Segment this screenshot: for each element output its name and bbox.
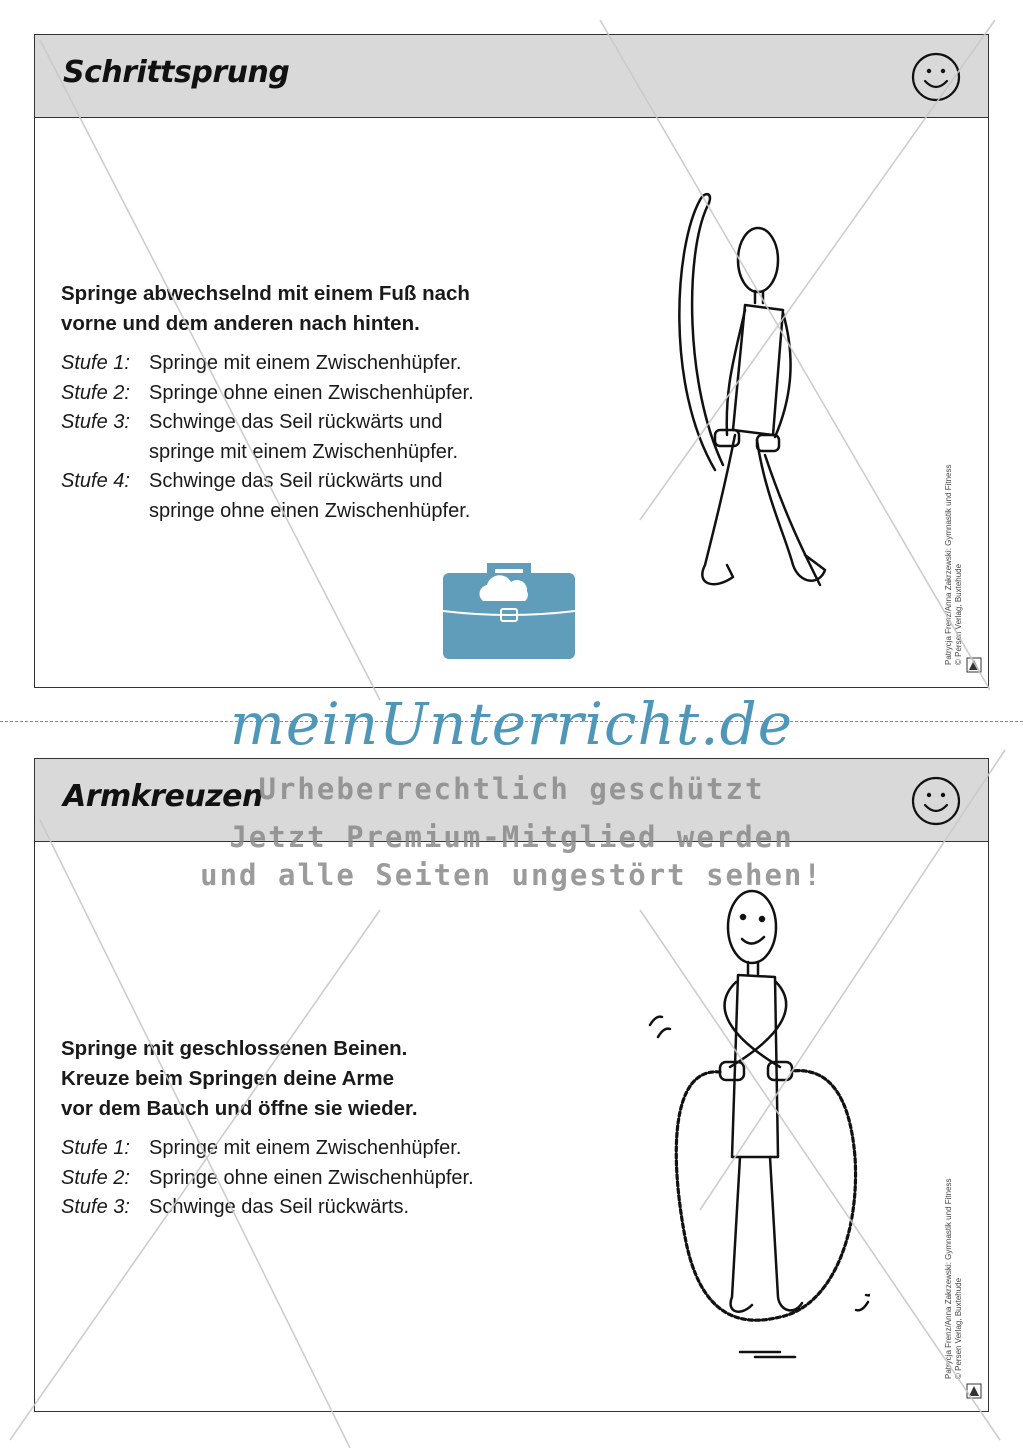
- watermark-line-2: Jetzt Premium-Mitglied werden: [229, 820, 794, 854]
- step-label: Stufe 2:: [61, 1166, 130, 1189]
- step-2: [61, 1164, 621, 1194]
- copyright-credit: Patrycja Frenz/Anna Zakrzewski: Gymnastik und Fitness © Persen Verlag, Buxtehude: [944, 464, 963, 665]
- exercise-card-armkreuzen: [34, 758, 989, 1412]
- card-title: Schrittsprung: [63, 55, 290, 90]
- briefcase-cloud-icon: [439, 553, 579, 663]
- smiley-icon: [910, 51, 962, 103]
- step-text: Springe ohne einen Zwischenhüpfer.: [149, 1166, 474, 1189]
- watermark-line-3: und alle Seiten ungestört sehen!: [200, 858, 823, 892]
- watermark-brand: meinUnterricht.de: [229, 690, 794, 758]
- step-2: [61, 379, 621, 409]
- publisher-logo: [966, 657, 982, 673]
- step-text: springe ohne einen Zwischenhüpfer.: [149, 499, 471, 522]
- instructions: [61, 1034, 621, 1223]
- step-label: Stufe 1:: [61, 1137, 130, 1159]
- exercise-card-schrittsprung: [34, 34, 989, 688]
- step-text: Springe mit einem Zwischenhüpfer.: [149, 1137, 462, 1159]
- step-label: Stufe 3:: [61, 1196, 130, 1218]
- publisher-logo: [966, 1383, 982, 1399]
- step-text: springe mit einem Zwischenhüpfer.: [149, 440, 459, 463]
- step-1: [61, 1134, 621, 1164]
- stick-figure-illustration: [645, 185, 845, 605]
- instructions: [61, 279, 621, 526]
- step-text: Schwinge das Seil rückwärts und: [149, 411, 443, 433]
- step-label: Stufe 1:: [61, 352, 130, 374]
- step-4: [61, 467, 621, 526]
- jumping-figure-illustration: [630, 857, 870, 1367]
- step-3: [61, 1193, 621, 1223]
- card-header: [35, 35, 988, 118]
- step-text: Schwinge das Seil rückwärts und: [149, 470, 443, 492]
- step-1: [61, 349, 621, 379]
- step-label: Stufe 3:: [61, 411, 130, 433]
- lead-text: Springe abwechselnd mit einem Fuß nach vorne und dem anderen nach hinten.: [61, 282, 470, 335]
- watermark-line-1: Urheberrechtlich geschützt: [258, 772, 765, 806]
- step-label: Stufe 4:: [61, 470, 130, 492]
- step-text: Springe mit einem Zwischenhüpfer.: [149, 352, 462, 374]
- step-text: Springe ohne einen Zwischenhüpfer.: [149, 381, 474, 404]
- step-label: Stufe 2:: [61, 381, 130, 404]
- step-text: Schwinge das Seil rückwärts.: [149, 1196, 410, 1218]
- step-3: [61, 408, 621, 467]
- lead-text: Springe mit geschlossenen Beinen. Kreuze beim Springen deine Arme vor dem Bauch und öffne sie wieder.: [61, 1037, 418, 1120]
- card-title: Armkreuzen: [63, 779, 263, 814]
- copyright-credit: Patrycja Frenz/Anna Zakrzewski: Gymnastik und Fitness © Persen Verlag, Buxtehude: [944, 1178, 963, 1379]
